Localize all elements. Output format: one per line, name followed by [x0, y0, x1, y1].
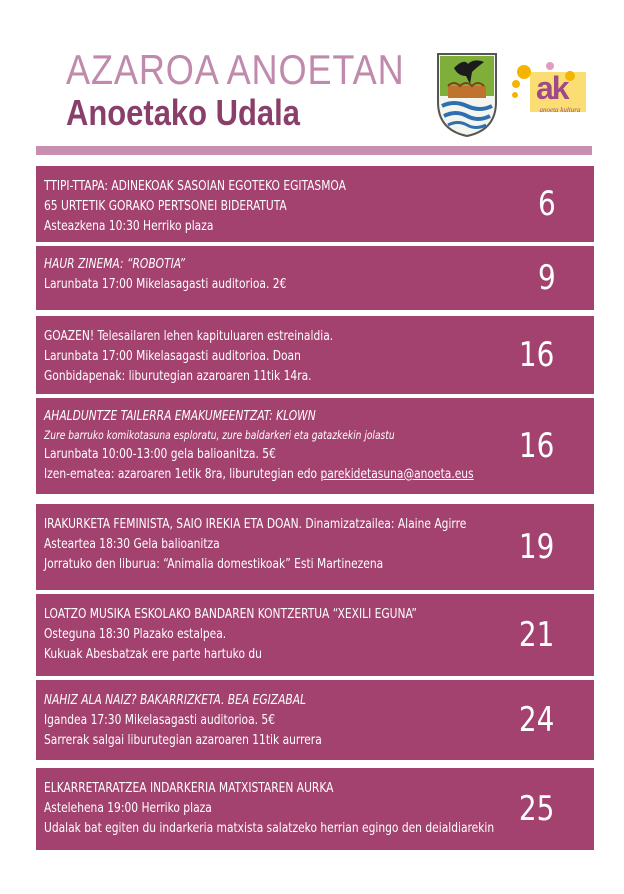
event-line	[44, 274, 449, 294]
event-line-text: Sarrerak salgai liburutegian azaroaren 11tik aurrera	[44, 732, 322, 748]
event-line-text: Jorratuko den liburua: “Animalia domestikoak” Esti Martinezena	[44, 556, 384, 572]
event-line	[44, 798, 449, 818]
event-day-number: 24	[518, 700, 555, 740]
event-item	[36, 594, 594, 676]
event-line-text: Larunbata 17:00 Mikelasagasti auditorioa. 2€	[44, 276, 287, 292]
event-line-text: Zure barruko komikotasuna esploratu, zure baldarkeri eta gatazkekin jolastu	[44, 428, 395, 442]
event-item	[36, 316, 594, 394]
event-line	[44, 444, 449, 464]
event-details	[44, 254, 504, 294]
event-line-text: GOAZEN! Telesailaren lehen kapituluaren estreinaldia.	[44, 328, 334, 344]
event-line-text: Izen-ematea: azaroaren 1etik 8ra, liburutegian edo	[44, 466, 321, 482]
event-item	[36, 166, 594, 242]
event-item	[36, 504, 594, 590]
event-day-number: 6	[538, 184, 557, 224]
event-details	[44, 778, 504, 838]
event-line-text: IRAKURKETA FEMINISTA, SAIO IREKIA ETA DOAN. Dinamizatzailea: Alaine Agirre	[44, 516, 467, 532]
event-line	[44, 818, 495, 838]
event-line-text: 65 URTETIK GORAKO PERTSONEI BIDERATUTA	[44, 198, 287, 214]
event-day-number: 16	[518, 335, 555, 375]
event-line-text: Astelehena 19:00 Herriko plaza	[44, 800, 212, 816]
event-line	[44, 624, 449, 644]
event-line	[44, 534, 449, 554]
page-subtitle: Anoetako Udala	[66, 92, 300, 133]
coat-of-arms-logo	[434, 50, 500, 138]
email-link[interactable]: parekidetasuna@anoeta.eus	[320, 466, 474, 482]
event-line	[44, 554, 449, 574]
event-line-text: Asteartea 18:30 Gela balioanitza	[44, 536, 220, 552]
event-line-text: AHALDUNTZE TAILERRA EMAKUMEENTZAT: KLOWN	[44, 408, 316, 424]
event-item	[36, 246, 594, 310]
event-item	[36, 768, 594, 850]
event-line-text: Kukuak Abesbatzak ere parte hartuko du	[44, 646, 262, 662]
event-line-text: LOATZO MUSIKA ESKOLAKO BANDAREN KONTZERTUA “XEXILI EGUNA”	[44, 606, 417, 622]
event-line-text: NAHIZ ALA NAIZ? BAKARRIZKETA. BEA EGIZABAL	[44, 692, 306, 708]
event-line-text: Larunbata 10:00-13:00 gela balioanitza. 5€	[44, 446, 276, 462]
event-item	[36, 398, 594, 494]
event-line	[44, 730, 449, 750]
event-line	[44, 196, 449, 216]
event-details	[44, 690, 504, 750]
event-day-number: 16	[518, 426, 555, 466]
event-line	[44, 644, 449, 664]
event-line-text: ELKARRETARATZEA INDARKERIA MATXISTAREN AURKA	[44, 780, 334, 796]
event-line	[44, 176, 449, 196]
header-divider	[36, 146, 592, 155]
event-line-text: Igandea 17:30 Mikelasagasti auditorioa. 5€	[44, 712, 276, 728]
event-line	[44, 690, 449, 710]
event-day-number: 25	[518, 789, 555, 829]
page-title: AZAROA ANOETAN	[66, 46, 405, 93]
event-day-number: 9	[538, 258, 557, 298]
event-day-number: 21	[518, 615, 555, 655]
event-line-text: Asteazkena 10:30 Herriko plaza	[44, 218, 214, 234]
event-line	[44, 254, 449, 274]
event-line-text: Osteguna 18:30 Plazako estalpea.	[44, 626, 227, 642]
event-line	[44, 326, 449, 346]
event-line	[44, 604, 449, 624]
event-line	[44, 216, 449, 236]
event-line-text: HAUR ZINEMA: “ROBOTIA”	[44, 256, 186, 272]
event-details	[44, 176, 504, 236]
ak-logo-text: ak	[536, 70, 568, 106]
event-details	[44, 406, 504, 484]
event-day-number: 19	[518, 527, 555, 567]
ak-logo-subtitle: anoeta kultura	[539, 106, 581, 114]
event-line-text: TTIPI-TTAPA: ADINEKOAK SASOIAN EGOTEKO EGITASMOA	[44, 178, 346, 194]
event-line	[44, 778, 449, 798]
event-line	[44, 710, 449, 730]
event-details	[44, 326, 504, 386]
event-line	[44, 514, 467, 534]
event-item	[36, 680, 594, 760]
event-line-text: Udalak bat egiten du indarkeria matxista salatzeko herrian egingo den deialdiarekin	[44, 820, 495, 836]
event-details	[44, 514, 504, 574]
event-line	[44, 406, 449, 426]
event-details	[44, 604, 504, 664]
event-line	[44, 366, 449, 386]
event-line	[44, 346, 449, 366]
event-line-text: Gonbidapenak: liburutegian azaroaren 11tik 14ra.	[44, 368, 312, 384]
event-line	[44, 426, 449, 444]
event-line	[44, 464, 474, 484]
event-line-text: Larunbata 17:00 Mikelasagasti auditorioa. Doan	[44, 348, 301, 364]
